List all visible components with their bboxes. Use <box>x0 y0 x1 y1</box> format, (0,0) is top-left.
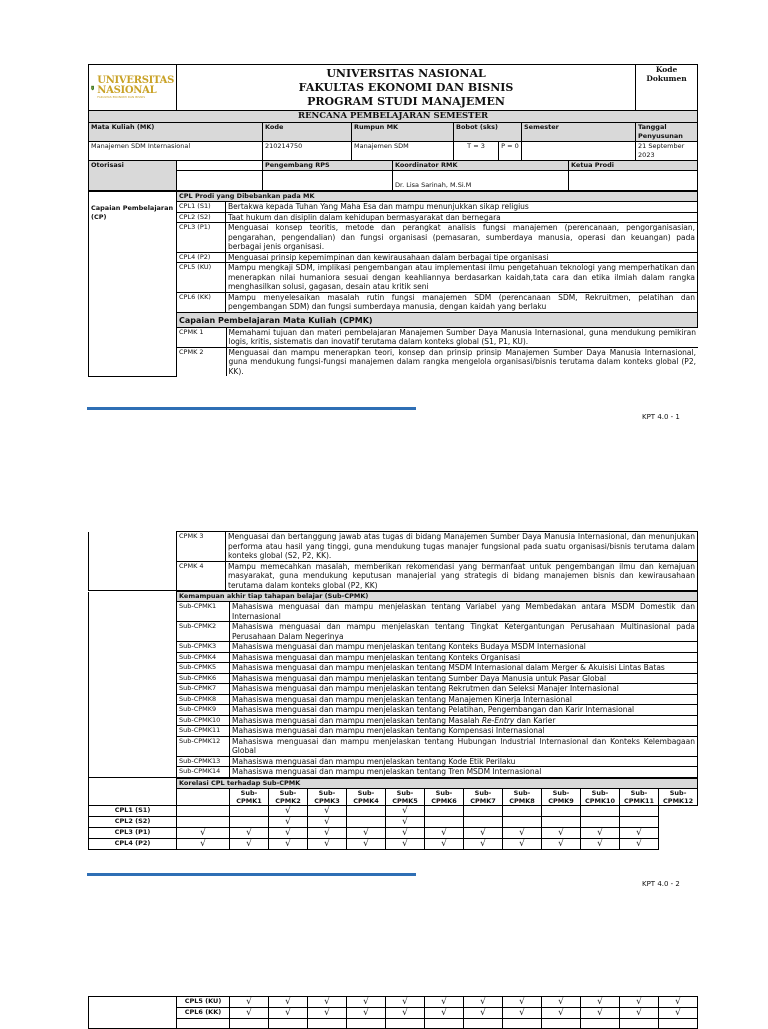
bobot-p-value: P = 0 <box>499 142 522 161</box>
table-row <box>89 642 698 653</box>
korelasi-check-cell: √ <box>308 805 347 816</box>
table-row <box>89 694 698 705</box>
korelasi-check-cell: √ <box>230 838 269 849</box>
table-row <box>89 652 698 663</box>
korelasi-col-header: Sub-CPMK9 <box>542 788 581 805</box>
korelasi-check-cell <box>177 816 230 827</box>
subcpmk-table <box>88 591 698 778</box>
rps-page-3 <box>88 996 697 1029</box>
subcpmk-text: Mahasiswa menguasai dan mampu menjelaskan tentang Konteks Organisasi <box>230 652 698 663</box>
korelasi-col-header: Sub-CPMK4 <box>347 788 386 805</box>
korelasi-check-cell <box>347 816 386 827</box>
korelasi-col-header: Sub-CPMK3 <box>308 788 347 805</box>
subcpmk-code: Sub-CPMK1 <box>177 602 230 622</box>
korelasi-col-header: Sub-CPMK8 <box>503 788 542 805</box>
korelasi-check-cell: √ <box>347 838 386 849</box>
subcpmk-text <box>230 715 698 726</box>
program-name: PROGRAM STUDI MANAJEMEN <box>307 94 505 108</box>
mk-value: Manajemen SDM Internasional <box>89 142 263 161</box>
cpl-code: CPL2 (S2) <box>177 212 226 223</box>
korelasi-check-cell: √ <box>269 838 308 849</box>
rps-page-2 <box>88 531 697 850</box>
cpl-code: CPL1 (S1) <box>177 202 226 213</box>
cpmk-text: Mampu memecahkan masalah, memberikan rekomendasi yang bermanfaat untuk pengembangan ilmu dan kemajuan masyarakat, guna mendukung keputusan manajerial yang strategis di bidang manajemen bisnis dan kewirausahaan terutama dalam konteks global (P2, KK) <box>226 561 698 591</box>
tanggal-label: Tanggal Penyusunan <box>636 123 698 142</box>
korelasi-check-cell: √ <box>659 1008 698 1019</box>
kode-value: 210214750 <box>263 142 352 161</box>
subcpmk-text: Mahasiswa menguasai dan mampu menjelaskan tentang Sumber Daya Manusia untuk Pasar Global <box>230 673 698 684</box>
university-logo-icon <box>91 72 94 104</box>
korelasi-check-cell: √ <box>308 1008 347 1019</box>
cpmk-text: Memahami tujuan dan materi pembelajaran Manajemen Sumber Daya Manusia Internasional, guna mendukung pemikiran logis, kritis, sistematis dan inovatif terutama dalam konteks global (S1, P1, KU). <box>226 328 698 348</box>
korelasi-check-cell: √ <box>386 838 425 849</box>
subcpmk-code: Sub-CPMK4 <box>177 652 230 663</box>
korelasi-check-cell: √ <box>347 827 386 838</box>
korelasi-row-label: CPL1 (S1) <box>89 805 177 816</box>
subcpmk-code: Sub-CPMK9 <box>177 705 230 716</box>
subcpmk-text: Mahasiswa menguasai dan mampu menjelaskan tentang Manajemen Kinerja Internasional <box>230 694 698 705</box>
korelasi-check-cell: √ <box>230 1008 269 1019</box>
subcpmk-text-part: Mahasiswa menguasai dan mampu menjelaskan tentang Masalah <box>232 715 482 725</box>
korelasi-check-cell: √ <box>542 997 581 1008</box>
logo-text-3: FAKULTAS EKONOMI DAN BISNIS <box>97 95 146 99</box>
korelasi-row-label: CPL2 (S2) <box>89 816 177 827</box>
koordinator-label: Koordinator RMK <box>393 161 569 171</box>
logo-text-2: NASIONAL <box>97 85 157 96</box>
korelasi-check-cell <box>503 816 542 827</box>
rps-page-1 <box>88 64 697 377</box>
korelasi-check-cell <box>230 816 269 827</box>
korelasi-check-cell: √ <box>269 805 308 816</box>
subcpmk-code: Sub-CPMK7 <box>177 684 230 695</box>
mk-label: Mata Kuliah (MK) <box>89 123 263 142</box>
korelasi-check-cell <box>177 805 230 816</box>
page-footer-1: KPT 4.0 - 1 <box>642 413 680 421</box>
korelasi-check-cell <box>542 805 581 816</box>
korelasi-check-cell <box>581 805 620 816</box>
korelasi-check-cell: √ <box>581 827 620 838</box>
korelasi-check-cell: √ <box>503 838 542 849</box>
korelasi-row <box>89 838 698 849</box>
korelasi-row <box>89 827 698 838</box>
subcpmk-text: Mahasiswa menguasai dan mampu menjelaskan tentang Tingkat Ketergantungan Perusahaan Multinasional pada Perusahaan Dalam Negerinya <box>230 622 698 642</box>
cpl-text: Bertakwa kepada Tuhan Yang Maha Esa dan mampu menunjukkan sikap religius <box>226 202 698 213</box>
korelasi-check-cell <box>620 816 659 827</box>
korelasi-check-cell: √ <box>581 1008 620 1019</box>
semester-label: Semester <box>522 123 636 142</box>
cpl-text: Mampu menyelesaikan masalah rutin fungsi manajemen SDM (perencanaan SDM, Rekruitmen, pelatihan dan pengembangan SDM) dan fungsi sumberdaya manusia, dengan kaidah yang berlaku <box>226 292 698 312</box>
subcpmk-text: Mahasiswa menguasai dan mampu menjelaskan tentang Konteks Budaya MSDM Internasional <box>230 642 698 653</box>
korelasi-check-cell: √ <box>425 997 464 1008</box>
table-row <box>89 756 698 767</box>
cpmk-code: CPMK 1 <box>177 328 226 348</box>
korelasi-check-cell: √ <box>269 997 308 1008</box>
cpmk-text: Menguasai dan mampu menerapkan teori, konsep dan prinsip prinsip Manajemen Sumber Daya Manusia Internasional, guna mendukung fungsi-fungsi manajemen dalam rangka mengelola organisasi/bisnis terutama dalam konteks global (P2, KK). <box>226 347 698 376</box>
cpl-code: CPL5 (KU) <box>177 263 226 293</box>
subcpmk-code: Sub-CPMK14 <box>177 767 230 778</box>
korelasi-check-cell <box>425 805 464 816</box>
table-row <box>89 663 698 674</box>
korelasi-check-cell: √ <box>581 997 620 1008</box>
cpmk-header: Capaian Pembelajaran Mata Kuliah (CPMK) <box>177 312 698 327</box>
subcpmk-header: Kemampuan akhir tiap tahapan belajar (Sub-CPMK) <box>177 592 698 602</box>
korelasi-row-label: CPL5 (KU) <box>177 997 230 1008</box>
korelasi-row <box>89 997 698 1008</box>
korelasi-check-cell: √ <box>269 816 308 827</box>
logo-cell <box>89 65 177 111</box>
korelasi-col-header: Sub-CPMK7 <box>464 788 503 805</box>
subcpmk-code: Sub-CPMK11 <box>177 726 230 737</box>
korelasi-check-cell: √ <box>620 827 659 838</box>
korelasi-check-cell <box>542 816 581 827</box>
subcpmk-text: Mahasiswa menguasai dan mampu menjelaskan tentang MSDM Internasional dalam Merger & Akuisisi Lintas Batas <box>230 663 698 674</box>
korelasi-check-cell: √ <box>386 805 425 816</box>
korelasi-check-cell: √ <box>503 997 542 1008</box>
table-row <box>89 602 698 622</box>
subcpmk-code: Sub-CPMK8 <box>177 694 230 705</box>
korelasi-col-header: Sub-CPMK5 <box>386 788 425 805</box>
korelasi-col-header: Sub-CPMK1 <box>230 788 269 805</box>
korelasi-table-1 <box>88 778 698 850</box>
ketua-label: Ketua Prodi <box>569 161 698 171</box>
bobot-t-value: T = 3 <box>454 142 499 161</box>
korelasi-check-cell: √ <box>308 816 347 827</box>
cpl-text: Menguasai konsep teoritis, metode dan perangkat analisis fungsi manajemen (perencanaan, pengorganisasian, pengarahan, pengendalian) dan fungsi organisasi (pemasaran, sumberdaya manusia, operasi dan keuangan) pada berbagai jenis organisasi. <box>226 223 698 253</box>
korelasi-check-cell: √ <box>386 827 425 838</box>
table-row <box>89 622 698 642</box>
korelasi-check-cell: √ <box>542 827 581 838</box>
page-divider-line <box>87 873 416 876</box>
subcpmk-text: Mahasiswa menguasai dan mampu menjelaskan tentang Pelatihan, Pengembangan dan Karir Internasional <box>230 705 698 716</box>
subcpmk-code: Sub-CPMK10 <box>177 715 230 726</box>
cpmk-code: CPMK 3 <box>177 532 226 562</box>
korelasi-row <box>89 1008 698 1019</box>
cpl-text: Mampu mengkaji SDM, implikasi pengembangan atau implementasi ilmu pengetahuan teknologi yang memperhatikan dan menerapkan nilai humaniora sesuai dengan keahliannya berdasarkan kaidah,tata cara dan etika ilmiah dalam rangka menghasilkan solusi, gagasan, desain atau kritik seni <box>226 263 698 293</box>
korelasi-table-2 <box>88 996 698 1029</box>
tanggal-value: 21 September 2023 <box>636 142 698 161</box>
kode-dokumen-label: Kode Dokumen <box>636 65 698 111</box>
page-divider-line <box>87 407 416 410</box>
subcpmk-code: Sub-CPMK3 <box>177 642 230 653</box>
subcpmk-code: Sub-CPMK6 <box>177 673 230 684</box>
cpl-text: Taat hukum dan disiplin dalam kehidupan bermasyarakat dan bernegara <box>226 212 698 223</box>
table-row <box>89 736 698 756</box>
korelasi-check-cell: √ <box>425 827 464 838</box>
korelasi-check-cell: √ <box>425 1008 464 1019</box>
korelasi-check-cell: √ <box>464 997 503 1008</box>
korelasi-check-cell <box>581 816 620 827</box>
subcpmk-text: Mahasiswa menguasai dan mampu menjelaskan tentang Kompensasi Internasional <box>230 726 698 737</box>
rps-title: RENCANA PEMBELAJARAN SEMESTER <box>89 111 698 123</box>
korelasi-check-cell <box>464 805 503 816</box>
subcpmk-text: Mahasiswa menguasai dan mampu menjelaskan tentang Rekrutmen dan Seleksi Manajer Internasional <box>230 684 698 695</box>
bobot-label: Bobot (sks) <box>454 123 522 142</box>
cpl-code: CPL6 (KK) <box>177 292 226 312</box>
korelasi-check-cell: √ <box>620 838 659 849</box>
table-row <box>89 767 698 778</box>
korelasi-check-cell: √ <box>386 997 425 1008</box>
cpmk-code: CPMK 4 <box>177 561 226 591</box>
subcpmk-text: Mahasiswa menguasai dan mampu menjelaskan tentang Hubungan Industrial Internasional dan Konteks Kelembagaan Global <box>230 736 698 756</box>
korelasi-check-cell <box>620 805 659 816</box>
korelasi-row <box>89 805 698 816</box>
pengembang-label: Pengembang RPS <box>263 161 393 171</box>
subcpmk-text: Mahasiswa menguasai dan mampu menjelaskan tentang Variabel yang Membedakan antara MSDM Domestik dan Internasional <box>230 602 698 622</box>
cpl-text: Menguasai prinsip kepemimpinan dan kewirausahaan dalam berbagai tipe organisasi <box>226 252 698 263</box>
korelasi-check-cell: √ <box>308 827 347 838</box>
korelasi-check-cell <box>464 816 503 827</box>
subcpmk-code: Sub-CPMK13 <box>177 756 230 767</box>
university-name: UNIVERSITAS NASIONAL <box>326 66 486 80</box>
cp-table <box>88 191 698 377</box>
table-row <box>89 715 698 726</box>
korelasi-check-cell: √ <box>269 1008 308 1019</box>
korelasi-title: Korelasi CPL terhadap Sub-CPMK <box>177 778 698 788</box>
korelasi-check-cell <box>503 805 542 816</box>
table-row <box>89 726 698 737</box>
korelasi-row-label: CPL6 (KK) <box>177 1008 230 1019</box>
korelasi-col-header: Sub-CPMK10 <box>581 788 620 805</box>
korelasi-check-cell: √ <box>542 838 581 849</box>
korelasi-check-cell: √ <box>425 838 464 849</box>
korelasi-check-cell <box>230 805 269 816</box>
korelasi-check-cell: √ <box>347 997 386 1008</box>
korelasi-check-cell: √ <box>659 997 698 1008</box>
cpl-code: CPL3 (P1) <box>177 223 226 253</box>
subcpmk-text-emphasis: Re-Entry <box>481 715 515 725</box>
korelasi-check-cell: √ <box>620 1008 659 1019</box>
korelasi-check-cell: √ <box>386 816 425 827</box>
korelasi-col-header: Sub-CPMK12 <box>659 788 698 805</box>
korelasi-check-cell: √ <box>464 838 503 849</box>
table-row <box>89 673 698 684</box>
cpmk-text: Menguasai dan bertanggung jawab atas tugas di bidang Manajemen Sumber Daya Manusia Internasional, dan menunjukan performa atau hasil yang tinggi, guna mendukung tugas manajer fungsional pada suatu organisasi/bisnis terutama dalam konteks global (S2, P2, KK). <box>226 532 698 562</box>
korelasi-check-cell: √ <box>464 827 503 838</box>
logo-text-1: UNIVERSITAS <box>97 75 174 86</box>
korelasi-check-cell: √ <box>177 827 230 838</box>
cp-label: Capaian Pembelajaran (CP) <box>89 192 177 377</box>
korelasi-check-cell: √ <box>620 997 659 1008</box>
korelasi-check-cell: √ <box>542 1008 581 1019</box>
faculty-name: FAKULTAS EKONOMI DAN BISNIS <box>298 80 514 94</box>
korelasi-col-header: Sub-CPMK11 <box>620 788 659 805</box>
korelasi-check-cell: √ <box>386 1008 425 1019</box>
page-footer-2: KPT 4.0 - 2 <box>642 880 680 888</box>
rumpun-label: Rumpun MK <box>352 123 454 142</box>
korelasi-row <box>89 816 698 827</box>
korelasi-check-cell <box>425 816 464 827</box>
korelasi-check-cell: √ <box>503 1008 542 1019</box>
table-row <box>89 684 698 695</box>
cpl-code: CPL4 (P2) <box>177 252 226 263</box>
table-row <box>89 705 698 716</box>
koordinator-value: Dr. Lisa Sarinah, M.Si.M <box>393 171 569 191</box>
korelasi-check-cell: √ <box>177 838 230 849</box>
cpl-header: CPL Prodi yang Dibebankan pada MK <box>177 192 698 202</box>
korelasi-check-cell <box>347 805 386 816</box>
subcpmk-text: Mahasiswa menguasai dan mampu menjelaskan tentang Tren MSDM Internasional <box>230 767 698 778</box>
korelasi-check-cell: √ <box>308 838 347 849</box>
korelasi-col-header: Sub-CPMK6 <box>425 788 464 805</box>
korelasi-check-cell: √ <box>269 827 308 838</box>
rumpun-value: Manajemen SDM <box>352 142 454 161</box>
korelasi-check-cell: √ <box>308 997 347 1008</box>
korelasi-row-label: CPL4 (P2) <box>89 838 177 849</box>
cpmk-code: CPMK 2 <box>177 347 226 376</box>
korelasi-row-label: CPL3 (P1) <box>89 827 177 838</box>
korelasi-check-cell: √ <box>464 1008 503 1019</box>
korelasi-check-cell: √ <box>230 827 269 838</box>
subcpmk-text-part: dan Karier <box>514 715 556 725</box>
subcpmk-code: Sub-CPMK5 <box>177 663 230 674</box>
korelasi-check-cell: √ <box>230 997 269 1008</box>
rps-header-table <box>88 64 698 191</box>
korelasi-check-cell: √ <box>581 838 620 849</box>
semester-value <box>522 142 636 161</box>
korelasi-check-cell: √ <box>503 827 542 838</box>
kode-label: Kode <box>263 123 352 142</box>
subcpmk-text: Mahasiswa menguasai dan mampu menjelaskan tentang Kode Etik Perilaku <box>230 756 698 767</box>
korelasi-check-cell: √ <box>347 1008 386 1019</box>
korelasi-col-header: Sub-CPMK2 <box>269 788 308 805</box>
subcpmk-code: Sub-CPMK2 <box>177 622 230 642</box>
header-title-cell <box>177 65 636 111</box>
subcpmk-code: Sub-CPMK12 <box>177 736 230 756</box>
otorisasi-label: Otorisasi <box>89 161 177 191</box>
cpmk-continued-table <box>88 531 698 591</box>
